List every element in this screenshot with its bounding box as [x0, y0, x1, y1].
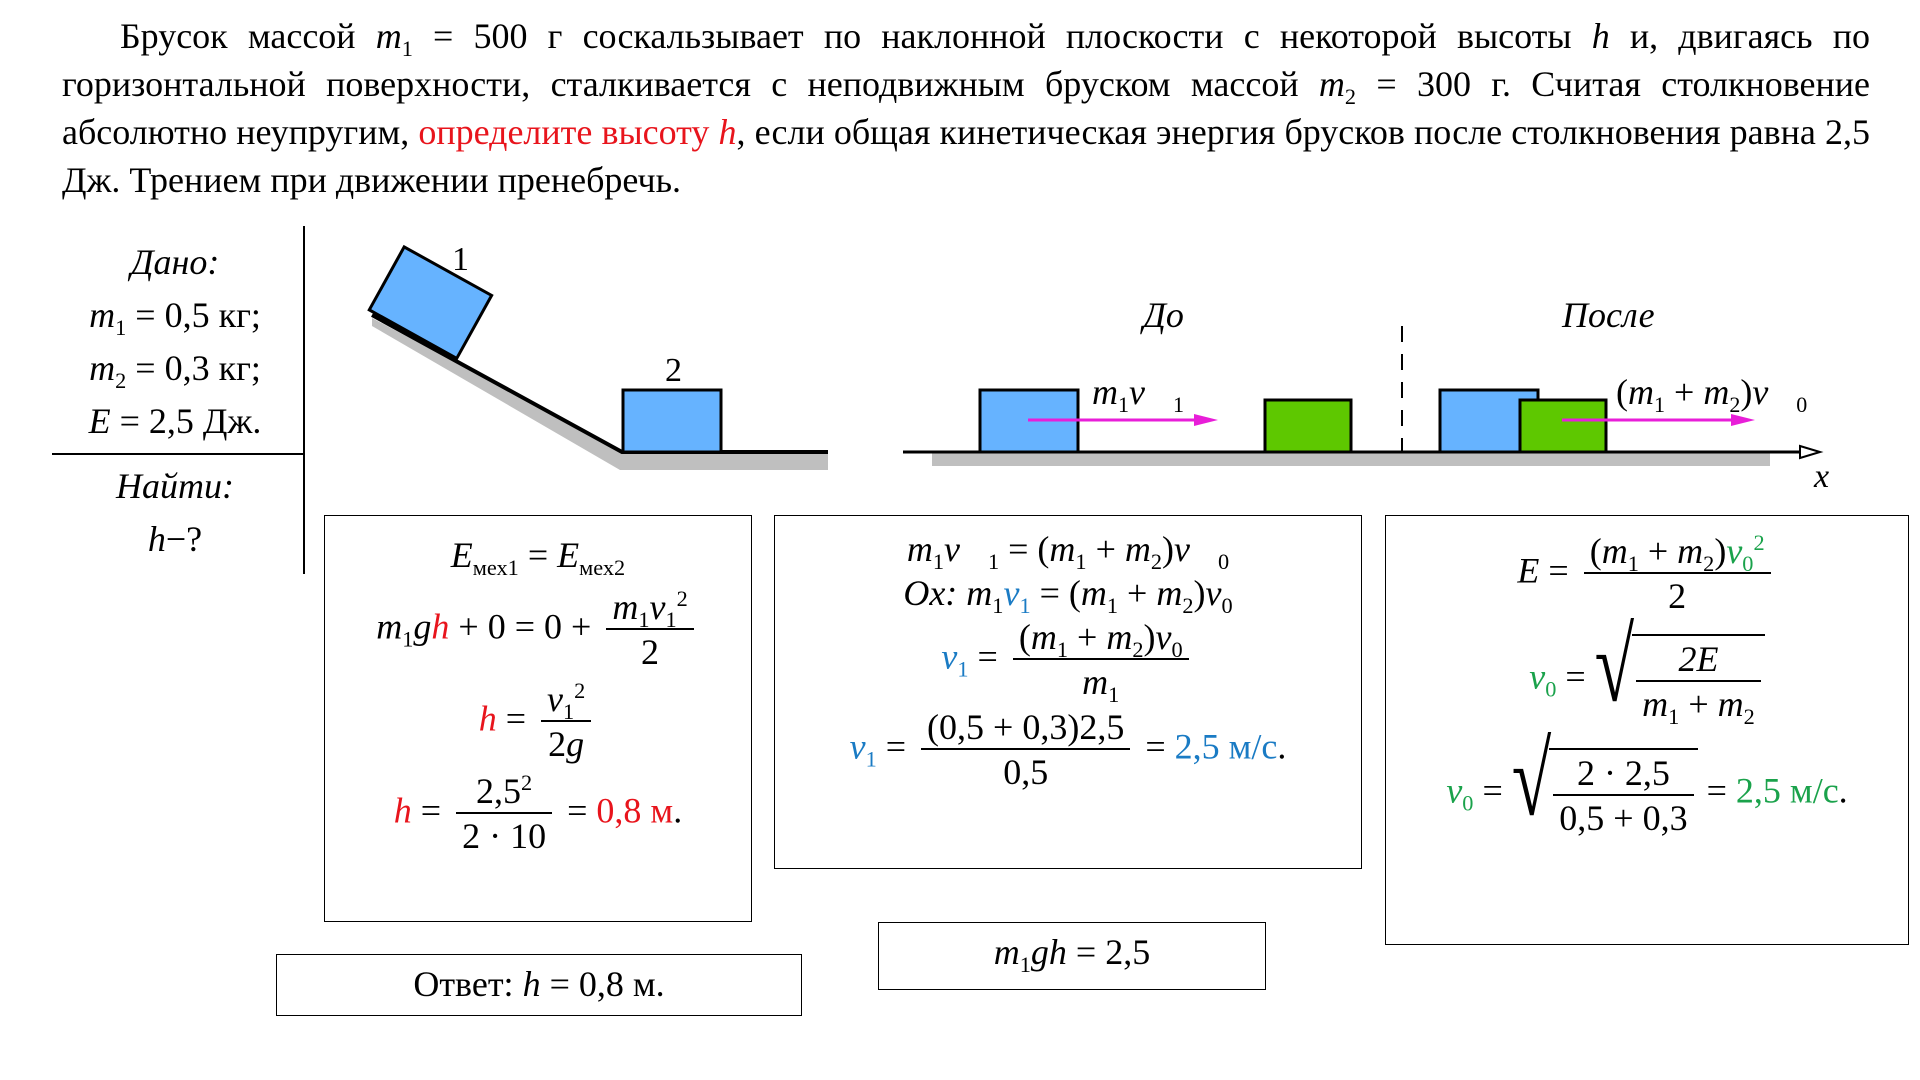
eq-kinetic-energy: E = $\frac{(m_1 + m_2)v_0^2}{2}$: [1386, 530, 1908, 618]
eq-v1-result: $v_1$ = $\frac{(0,5 + 0,3)2,5}{0,5}$ = 2,5 м/с.: [849, 707, 1287, 792]
answer-box: Ответ: h = 0,8 м.: [276, 954, 802, 1016]
find-header: Найти:: [116, 466, 234, 506]
problem-highlight: определите высоту h: [418, 112, 737, 152]
axis-label: x: [1814, 458, 1830, 495]
figure: [0, 0, 1920, 520]
after-label: После: [1562, 295, 1655, 335]
eq-momentum-ox: Ox: $m_1v_1 = (m_1 + m_2)v_0$: [903, 573, 1233, 619]
problem-statement: Брусок массой $m_1 = 500$ г соскальзывает по наклонной плоскости с некоторой высоты h и, двигаясь по горизонтальной поверхности, сталкивается с неподвижным бруском массой $m_2 = 300$ г. Считая столкновение абсолютно неупругим, определите высоту h, если общая кинетическая энергия брусков после столкновения равна 2,5 Дж. Трением при движении пренебречь.: [62, 16, 1870, 200]
momentum-label-before: $m_1v⃗_1$: [1092, 372, 1184, 417]
given-m2: $m_2 = 0,3$ кг;: [89, 348, 261, 394]
answer-value: = 0,8 м.: [540, 964, 665, 1004]
given-m1: $m_1 = 0,5$ кг;: [89, 295, 261, 341]
problem-part1: Брусок массой: [120, 16, 376, 56]
eq-v0-result: $v_0$ = √ $\frac{2 \cdot 2,5}{0,5 + 0,3}$ = 2,5 м/с.: [1446, 721, 1848, 838]
block-1: [369, 247, 491, 358]
solution-box-momentum: [774, 515, 1362, 869]
given-e: E = 2,5 Дж.: [88, 401, 262, 441]
eq-momentum-vector: $m_1v⃗_1 = (m_1$ + $m_2)v⃗_0$: [906, 529, 1230, 575]
problem-part3: , если общая кинетическая энергия брусков после столкновения равна 2,5 Дж. Трением при движении пренебречь.: [62, 112, 1870, 200]
find-value: h−?: [147, 519, 203, 559]
before-label: До: [1143, 295, 1184, 335]
solution-box-energy: [324, 515, 752, 922]
block-2: [623, 390, 721, 452]
eq-h-formula: h = $\frac{v_1^2}{2g}$: [325, 678, 751, 766]
given-header: Дано:: [130, 242, 220, 282]
solution-box-kinetic: [1385, 515, 1909, 945]
block-2-label: 2: [665, 352, 682, 389]
eq-energy-expanded: $m_1gh + 0 = 0$ + $\frac{m_1v_1^2}{2}$: [325, 586, 751, 674]
answer-label: Ответ:: [413, 964, 523, 1004]
velocity-arrowhead-before: [1194, 414, 1218, 426]
eq-h-result: h = $\frac{2,5^2}{2 \cdot 10}$ = 0,8 м.: [393, 770, 683, 856]
eq-v0-formula: $v_0$ = √ $\frac{2E}{m_1 + m_2}$: [1386, 634, 1908, 726]
problem-m1: = 500 г соскальзывает по наклонной плоскости с некоторой высоты: [412, 16, 1592, 56]
eq-energy-conservation: $E_{мех1} = E_{мех2}$: [450, 535, 626, 581]
eq-v1-formula: $v_1$ = $\frac{(m_1 + m_2)v_0}{m_1}$: [775, 616, 1361, 704]
problem-part2: и, двигаясь по горизонтальной поверхности, сталкивается с неподвижным бруском массой: [62, 16, 1870, 104]
ground: [932, 452, 1770, 466]
energy-equation-box: $m_1gh = 2,5$: [878, 922, 1266, 990]
axis-arrowhead: [1800, 446, 1820, 458]
momentum-label-after: ($m_1$ + $m_2)v⃗_0$: [1616, 372, 1808, 417]
after-block-2: [1520, 400, 1606, 452]
before-block-2: [1265, 400, 1351, 452]
problem-m2: = 300 г. Считая столкновение абсолютно неупругим,: [62, 64, 1870, 152]
block-1-label: 1: [452, 241, 469, 278]
